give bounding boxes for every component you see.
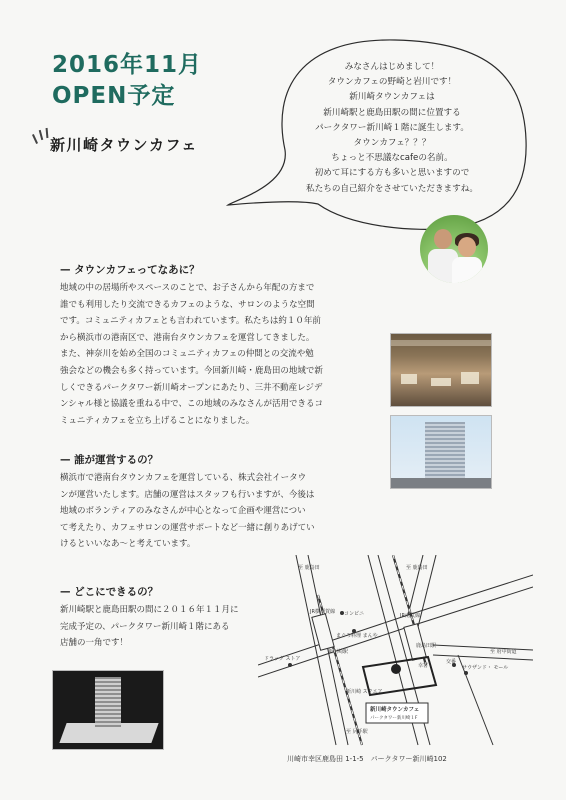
- body-line: 強会などの機会も多く持っています。今回新川崎・鹿島田の地域で新: [60, 365, 323, 376]
- bubble-line: 初めて耳にする方も多いと思いますので: [314, 168, 470, 179]
- access-map[interactable]: [258, 555, 533, 750]
- headline-open: OPEN予定: [52, 83, 176, 109]
- section-heading-where: — どこにできるの？: [60, 586, 159, 598]
- map-label-station1: 新川崎駅: [328, 649, 349, 655]
- bubble-line: 新川崎駅と鹿島田駅の間に位置する: [323, 107, 461, 118]
- body-line: ミュニティカフェを立ち上げることになりました。: [60, 415, 255, 426]
- map-label-station2: 鹿島田駅: [416, 643, 437, 649]
- bubble-line: 私たちの自己紹介をさせていただきますね。: [306, 183, 478, 194]
- section-body-what: [60, 280, 378, 429]
- map-label-cafe: 新川崎タウンカフェ: [370, 707, 420, 713]
- map-label-road-bottom: 至 尻手駅: [346, 729, 368, 735]
- body-line: しくできるパークタワー新川崎オープンにあたり、三井不動産レジデ: [60, 382, 323, 393]
- bubble-text: [292, 60, 492, 197]
- map-label-drugstore: ドラッグ ストア: [264, 656, 301, 662]
- staff-photo: [420, 215, 488, 283]
- body-line: 店舗の一角です！: [60, 638, 129, 649]
- map-label-square: 新川崎 スクエア: [346, 689, 383, 695]
- body-line: また、神奈川を始め全国のコミュニティカフェの仲間との交流や勉: [60, 349, 314, 360]
- bubble-line: タウンカフェの野崎と岩川です！: [327, 77, 457, 88]
- body-line: 新川崎駅と鹿島田駅の間に２０１６年１１月に: [60, 605, 239, 615]
- map-label-restaurant: まぐろ料理 まんや: [336, 633, 378, 639]
- section-heading-who: — 誰が運営するの？: [60, 454, 159, 466]
- body-line: 完成予定の、パークタワー新川崎１階にある: [60, 621, 230, 632]
- section-body-who: [60, 470, 378, 553]
- body-line: けるといいなあ～と考えています。: [60, 539, 196, 550]
- address: 川崎市幸区鹿島田 1-1-5 パークタワー新川崎102: [287, 755, 447, 763]
- subtitle: 新川崎タウンカフェ: [50, 136, 198, 154]
- bubble-line: タウンカフェ？？？: [353, 138, 431, 149]
- bubble-line: パークタワー新川崎１階に誕生します。: [315, 122, 469, 133]
- body-line: ンが運営いたします。店舗の運営はスタッフも行いますが、今後は: [60, 489, 315, 500]
- body-line: 地域のボランティアのみなさんが中心となって企画や運営につい: [60, 506, 306, 517]
- bubble-line: 新川崎タウンカフェは: [349, 92, 435, 103]
- map-label-convenience: コンビニ: [344, 611, 365, 617]
- map-label-cafe-sub: パークタワー新川崎１F: [370, 716, 418, 721]
- body-line: です。コミュニティカフェとも言われています。私たちは約１０年前: [60, 316, 321, 327]
- cafe-interior-photo: [390, 333, 492, 407]
- body-line: から横浜市の港南区で、港南台タウンカフェを運営してきました。: [60, 332, 315, 343]
- body-line: 誰でも利用したり交流できるカフェのような、サロンのような空間: [60, 299, 315, 310]
- map-label-road-top: 至 鹿島田: [298, 565, 320, 571]
- body-line: 地域の中の居場所やスペースのことで、お子さんから年配の方まで: [60, 283, 315, 293]
- map-label-road-right: 至 府中街道: [490, 649, 517, 655]
- map-label-saiwai-police: 幸署: [418, 663, 429, 669]
- body-line: 横浜市で港南台タウンカフェを運営している、株式会社イータウ: [60, 473, 307, 483]
- section-heading-what: — タウンカフェってなあに？: [60, 264, 200, 276]
- bubble-line: ちょっと不思議なcafeの名前。: [331, 153, 453, 164]
- section-body-where: [60, 602, 260, 652]
- body-line: ンシャル様と協議を重ねる中で、この地域のみなさんが活用できるコ: [60, 399, 323, 410]
- headline-date: 2016年11月: [52, 52, 203, 78]
- body-line: て考えたり、カフェサロンの運営サポートなど一緒に創りあげてい: [60, 522, 315, 533]
- map-label-road-top2: 至 鹿島田: [406, 565, 428, 571]
- map-label-koban: 交番: [446, 659, 457, 665]
- tower-photo: [390, 415, 492, 489]
- map-label-mall: サウザンド・ モール: [462, 665, 509, 671]
- bubble-line: みなさんはじめまして！: [344, 62, 440, 72]
- map-label-line2: JR南武線: [400, 613, 420, 619]
- map-label-line1: JR横須賀線: [310, 609, 335, 615]
- building-model-photo: [52, 670, 164, 750]
